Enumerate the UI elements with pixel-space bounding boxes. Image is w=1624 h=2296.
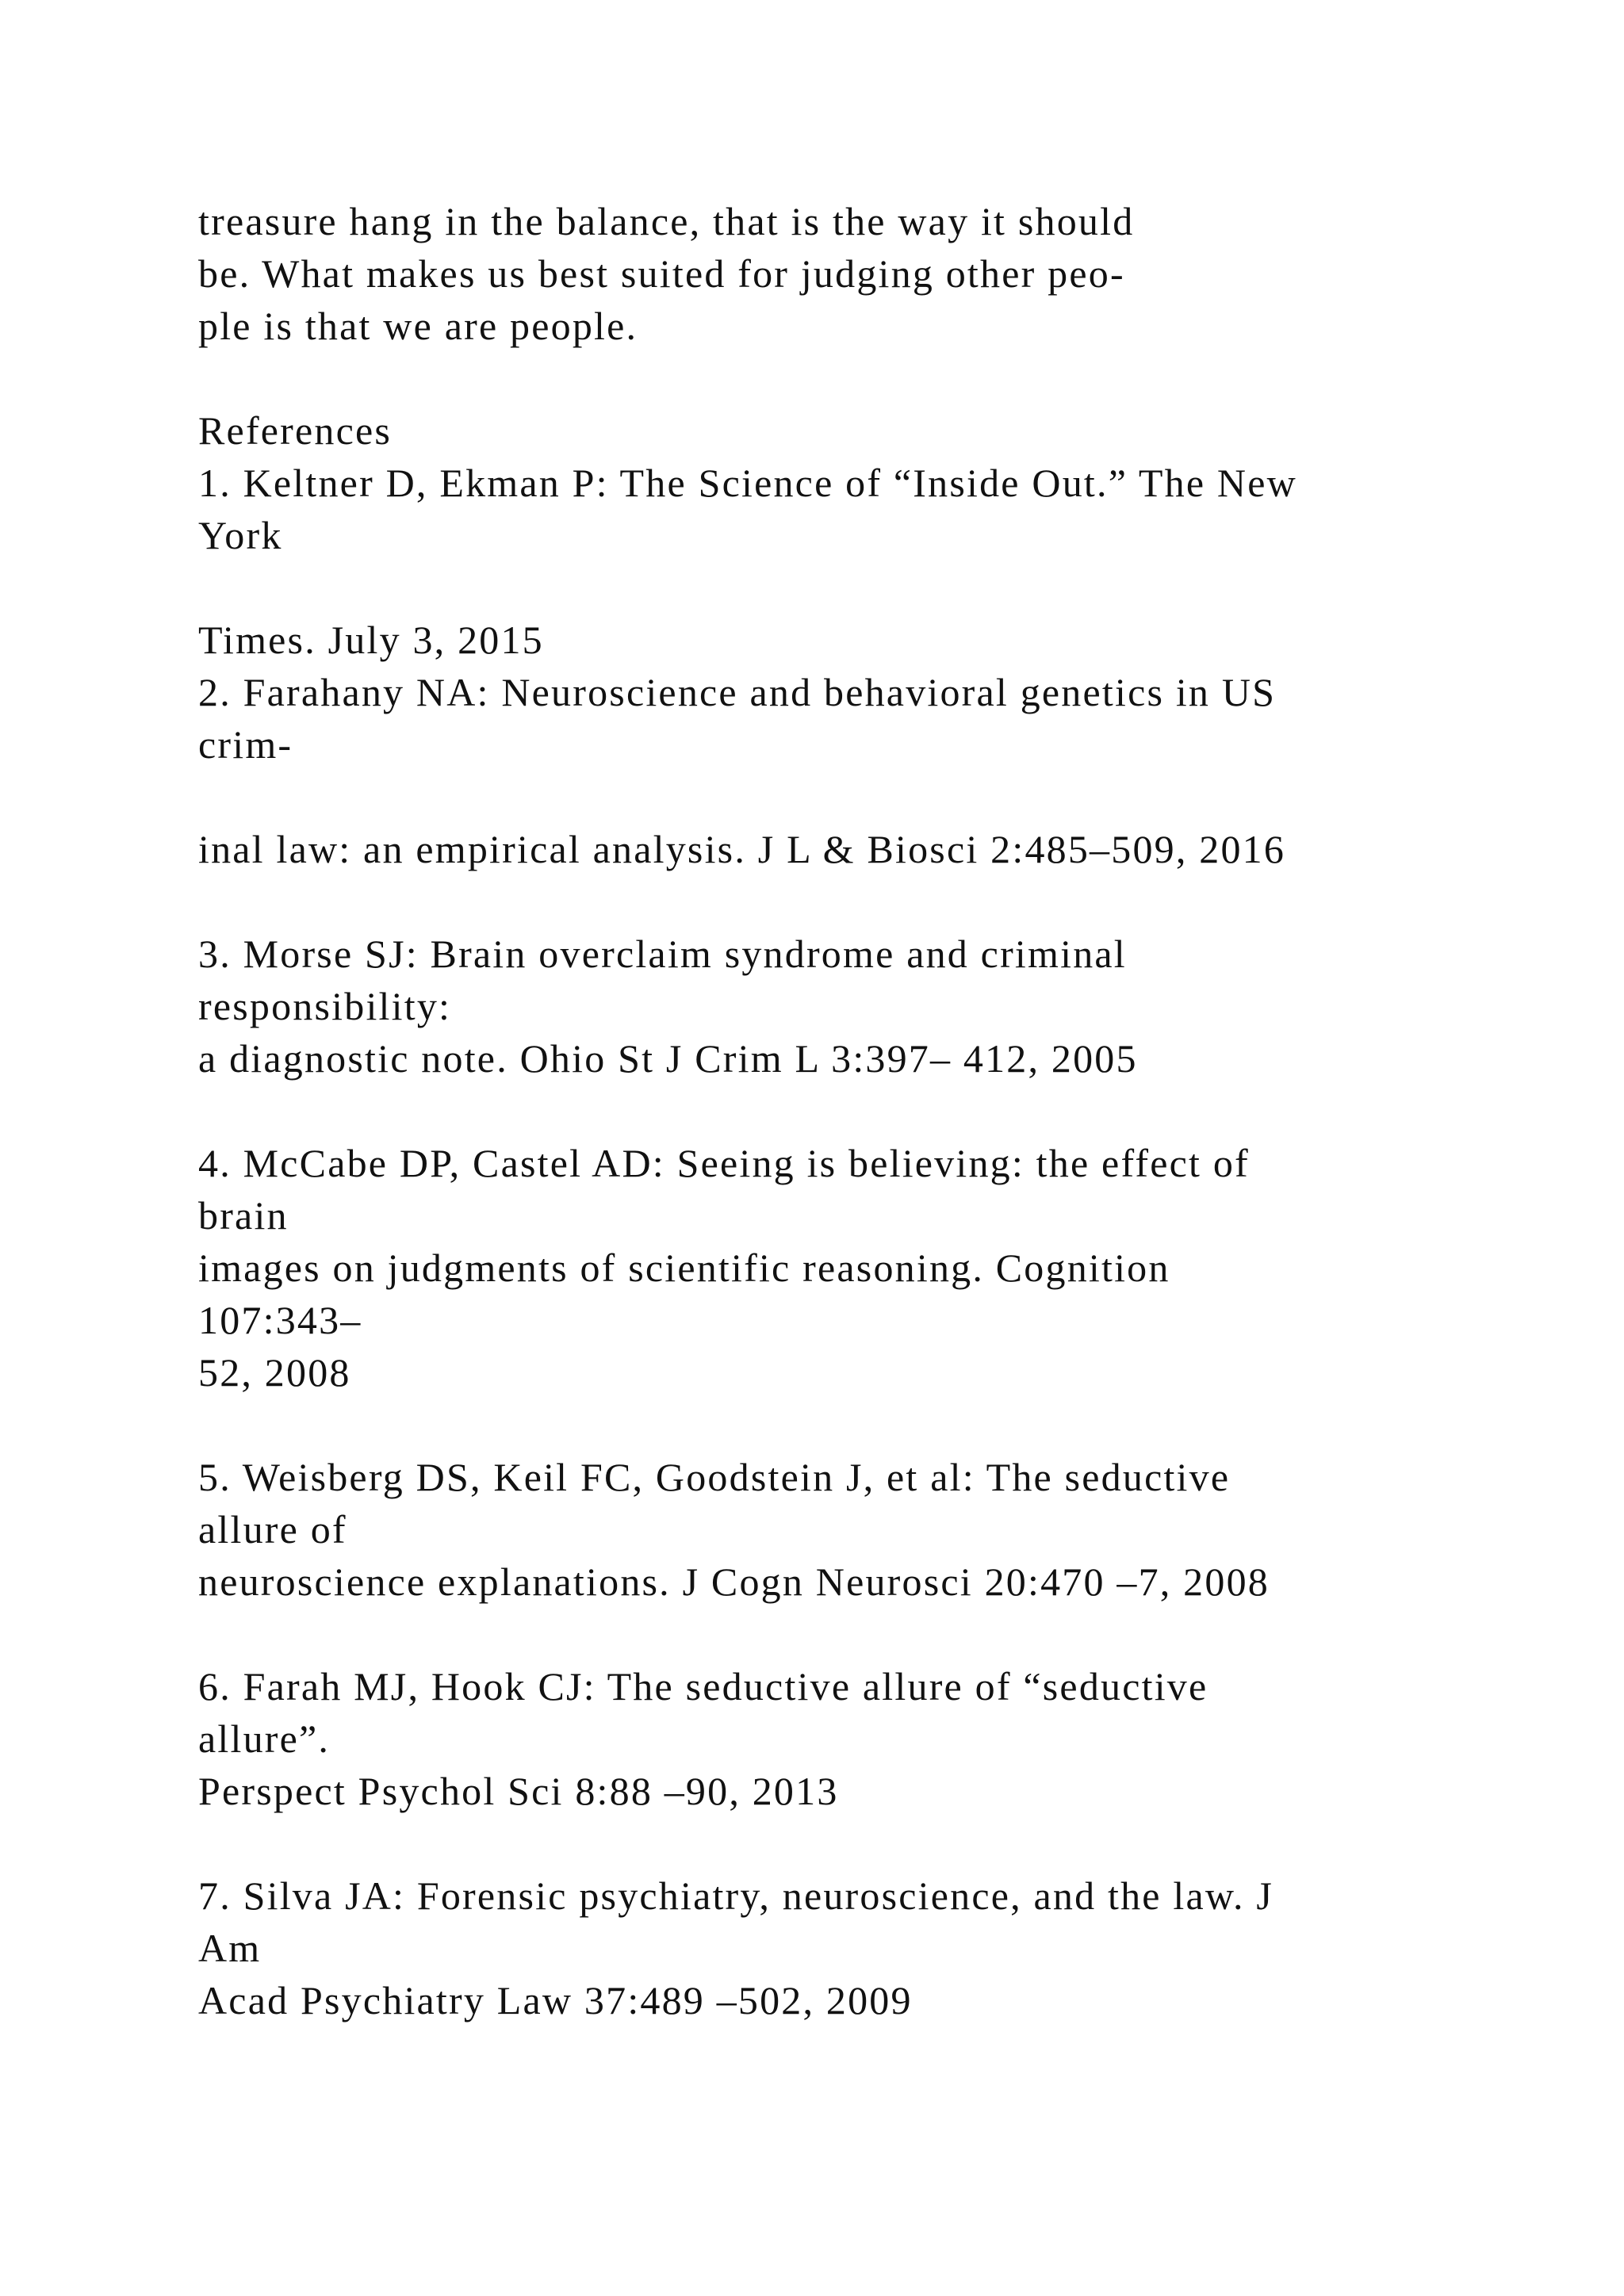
reference-line: brain <box>198 1193 289 1238</box>
reference-line <box>198 771 1546 823</box>
reference-line: 52, 2008 <box>198 1350 351 1395</box>
references-heading: References <box>198 408 393 453</box>
reference-line: allure”. <box>198 1716 331 1761</box>
body-line: treasure hang in the balance, that is the way it should <box>198 199 1135 243</box>
blank-line <box>198 1608 1546 1660</box>
reference-line: a diagnostic note. Ohio St J Crim L 3:397– 412, 2005 <box>198 1036 1138 1081</box>
reference-line: Am <box>198 1926 262 1970</box>
reference-entry-7 <box>198 1869 1546 2026</box>
reference-line: Perspect Psychol Sci 8:88 –90, 2013 <box>198 1769 839 1813</box>
reference-line: 4. McCabe DP, Castel AD: Seeing is believing: the effect of <box>198 1141 1250 1185</box>
reference-line: 107:343– <box>198 1298 362 1342</box>
blank-line <box>198 1085 1546 1137</box>
reference-line: images on judgments of scientific reasoning. Cognition <box>198 1246 1170 1290</box>
reference-entry-5 <box>198 1451 1546 1608</box>
reference-line: 2. Farahany NA: Neuroscience and behavioral genetics in US <box>198 670 1277 714</box>
reference-entry-4 <box>198 1137 1546 1399</box>
body-line: ple is that we are people. <box>198 304 638 348</box>
reference-line: crim- <box>198 722 293 767</box>
reference-line: 7. Silva JA: Forensic psychiatry, neuroscience, and the law. J <box>198 1873 1274 1918</box>
reference-line: 6. Farah MJ, Hook CJ: The seductive allure of “seductive <box>198 1664 1208 1709</box>
blank-line <box>198 1817 1546 1869</box>
reference-entry-1 <box>198 457 1546 666</box>
reference-line: neuroscience explanations. J Cogn Neurosci 20:470 –7, 2008 <box>198 1559 1270 1604</box>
reference-line: 1. Keltner D, Ekman P: The Science of “Inside Out.” The New <box>198 461 1297 505</box>
reference-entry-2 <box>198 666 1546 875</box>
reference-line: Times. July 3, 2015 <box>198 618 544 662</box>
reference-line: 3. Morse SJ: Brain overclaim syndrome and criminal <box>198 932 1127 976</box>
body-paragraph <box>198 195 1546 352</box>
blank-line <box>198 875 1546 928</box>
blank-line <box>198 352 1546 404</box>
reference-entry-6 <box>198 1660 1546 1817</box>
reference-line: 5. Weisberg DS, Keil FC, Goodstein J, et al: The seductive <box>198 1455 1231 1499</box>
reference-line: York <box>198 513 283 557</box>
reference-entry-3 <box>198 928 1546 1085</box>
reference-line: Acad Psychiatry Law 37:489 –502, 2009 <box>198 1978 913 2022</box>
document-text <box>198 195 1546 2026</box>
body-line: be. What makes us best suited for judging other peo- <box>198 251 1125 296</box>
reference-line: responsibility: <box>198 984 452 1028</box>
reference-line <box>198 561 1546 614</box>
reference-line: inal law: an empirical analysis. J L & Biosci 2:485–509, 2016 <box>198 827 1286 871</box>
blank-line <box>198 1399 1546 1451</box>
reference-line: allure of <box>198 1507 347 1552</box>
references-section <box>198 404 1546 2026</box>
